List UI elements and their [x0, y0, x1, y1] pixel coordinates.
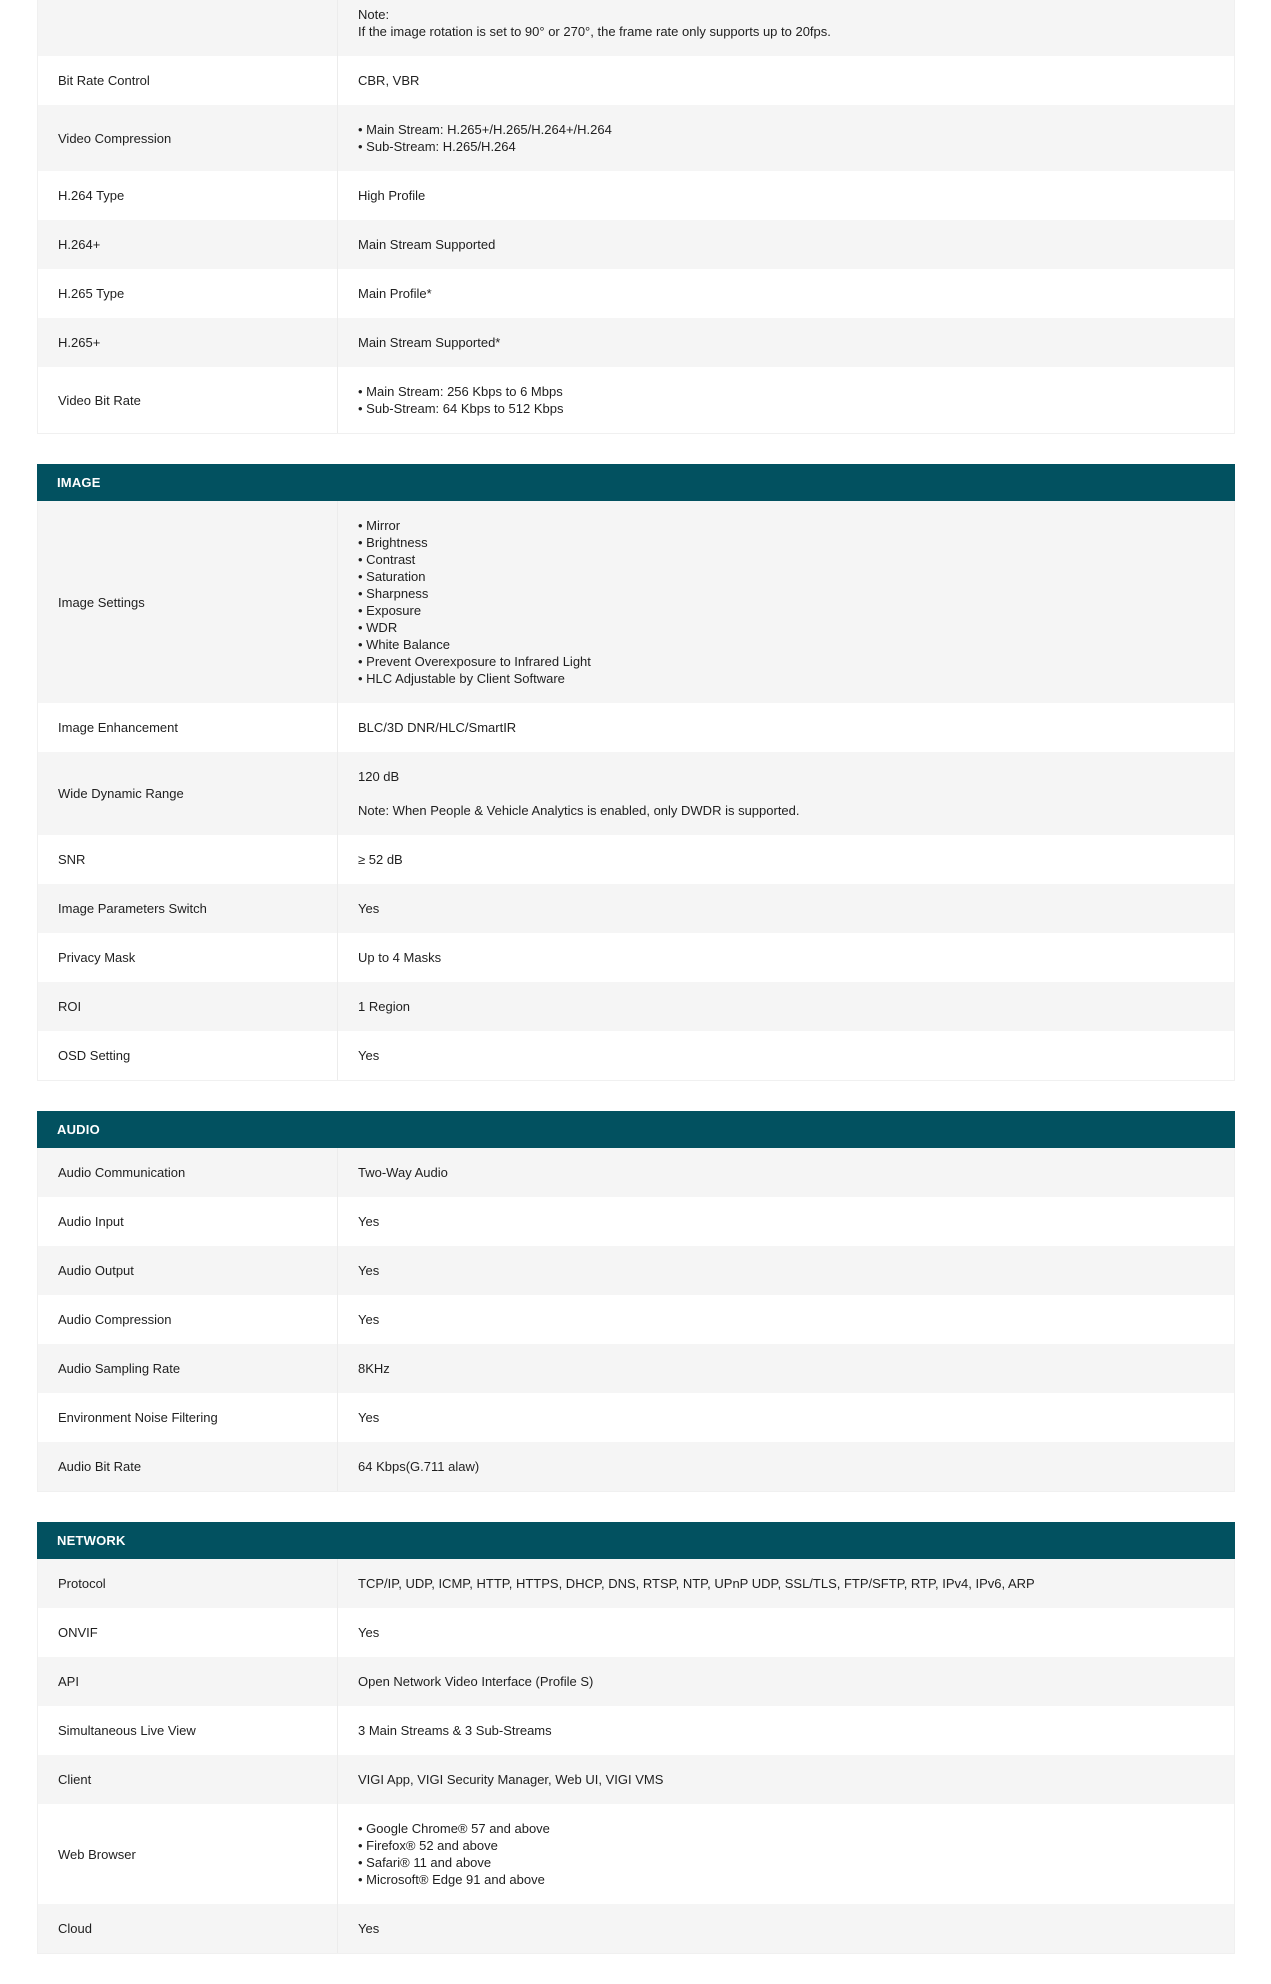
spec-row: [38, 0, 1234, 56]
spec-row: [38, 56, 1234, 105]
spec-value: [338, 1904, 1234, 1953]
spec-value-line: • Main Stream: 256 Kbps to 6 Mbps: [358, 384, 563, 399]
spec-section: [37, 464, 1235, 1081]
spec-label: Image Settings: [38, 501, 338, 703]
spec-label: H.265+: [38, 318, 338, 367]
spec-row: [38, 884, 1234, 933]
spec-value-line: High Profile: [358, 188, 426, 203]
spec-value-line: • Main Stream: H.265+/H.265/H.264+/H.264: [358, 122, 612, 137]
spec-value: [338, 367, 1234, 433]
spec-label: Video Compression: [38, 105, 338, 171]
spec-value-line: • Google Chrome® 57 and above: [358, 1821, 550, 1836]
spec-value-line: Yes: [358, 1263, 380, 1278]
spec-label: Bit Rate Control: [38, 56, 338, 105]
spec-label: H.264 Type: [38, 171, 338, 220]
spec-value-line: 64 Kbps(G.711 alaw): [358, 1459, 480, 1474]
spec-value: [338, 1804, 1234, 1904]
spec-value: [338, 752, 1234, 835]
spec-value: [338, 105, 1234, 171]
spec-value-line: • WDR: [358, 620, 398, 635]
spec-value: [338, 1657, 1234, 1706]
spec-label: ONVIF: [38, 1608, 338, 1657]
spec-value: [338, 884, 1234, 933]
spec-row: [38, 1148, 1234, 1197]
spec-value: [338, 56, 1234, 105]
spec-row: [38, 835, 1234, 884]
spec-value: [338, 220, 1234, 269]
spec-value-line: • Sub-Stream: 64 Kbps to 512 Kbps: [358, 401, 564, 416]
spec-row: [38, 1608, 1234, 1657]
spec-value-line: • Safari® 11 and above: [358, 1855, 492, 1870]
spec-label: Privacy Mask: [38, 933, 338, 982]
spec-row: [38, 105, 1234, 171]
spec-value: [338, 835, 1234, 884]
spec-value-line: Up to 4 Masks: [358, 950, 442, 965]
spec-label: Video Bit Rate: [38, 367, 338, 433]
spec-value-line: Two-Way Audio: [358, 1165, 448, 1180]
spec-value-line: • Saturation: [358, 569, 426, 584]
spec-section: [37, 0, 1235, 434]
spec-label: Image Enhancement: [38, 703, 338, 752]
spec-value-line: • Firefox® 52 and above: [358, 1838, 498, 1853]
spec-label: Web Browser: [38, 1804, 338, 1904]
spec-value-line: • Mirror: [358, 518, 401, 533]
spec-value-line: VIGI App, VIGI Security Manager, Web UI, VIGI VMS: [358, 1772, 664, 1787]
spec-value: [338, 1197, 1234, 1246]
spec-value-line: TCP/IP, UDP, ICMP, HTTP, HTTPS, DHCP, DNS, RTSP, NTP, UPnP UDP, SSL/TLS, FTP/SFTP, RTP, IPv4, IPv6, ARP: [358, 1576, 1035, 1591]
spec-value-line: Main Stream Supported*: [358, 335, 501, 350]
spec-value-line: • Sharpness: [358, 586, 429, 601]
spec-label: Environment Noise Filtering: [38, 1393, 338, 1442]
spec-page: [37, 0, 1235, 1984]
spec-value: [338, 1295, 1234, 1344]
spec-row: [38, 1031, 1234, 1080]
spec-row: [38, 1295, 1234, 1344]
spec-value-line: • Prevent Overexposure to Infrared Light: [358, 654, 591, 669]
spec-row: [38, 1197, 1234, 1246]
spec-label: H.264+: [38, 220, 338, 269]
spec-value: [338, 1559, 1234, 1608]
spec-label: H.265 Type: [38, 269, 338, 318]
spec-value-line: • Contrast: [358, 552, 416, 567]
spec-value: [338, 1608, 1234, 1657]
spec-row: [38, 318, 1234, 367]
spec-label: Simultaneous Live View: [38, 1706, 338, 1755]
spec-value: [338, 1442, 1234, 1491]
spec-value-line: 1 Region: [358, 999, 411, 1014]
spec-label: API: [38, 1657, 338, 1706]
spec-value-line: Yes: [358, 1312, 380, 1327]
spec-value-line: CBR, VBR: [358, 73, 420, 88]
spec-value-line: • Brightness: [358, 535, 428, 550]
spec-value-line: • Microsoft® Edge 91 and above: [358, 1872, 545, 1887]
section-title: AUDIO: [37, 1111, 1235, 1148]
spec-label: Audio Communication: [38, 1148, 338, 1197]
spec-label: Cloud: [38, 1904, 338, 1953]
spec-table: [37, 501, 1235, 1081]
spec-value: [338, 1031, 1234, 1080]
spec-value: [338, 703, 1234, 752]
spec-value: [338, 501, 1234, 703]
spec-label: Client: [38, 1755, 338, 1804]
spec-row: [38, 1657, 1234, 1706]
spec-row: [38, 933, 1234, 982]
spec-value: [338, 1246, 1234, 1295]
spec-value: [338, 171, 1234, 220]
spec-value: [338, 933, 1234, 982]
spec-value-line: 120 dB: [358, 769, 400, 784]
spec-label: [38, 0, 338, 56]
spec-row: [38, 703, 1234, 752]
spec-label: Audio Compression: [38, 1295, 338, 1344]
spec-value-line: Note: When People & Vehicle Analytics is enabled, only DWDR is supported.: [358, 803, 800, 818]
section-title: NETWORK: [37, 1522, 1235, 1559]
spec-label: Audio Sampling Rate: [38, 1344, 338, 1393]
spec-value-line: Yes: [358, 1410, 380, 1425]
spec-value: [338, 269, 1234, 318]
line-gap: [358, 785, 1214, 802]
spec-value-line: ≥ 52 dB: [358, 852, 403, 867]
spec-value-line: Yes: [358, 1048, 380, 1063]
spec-value-line: Yes: [358, 1921, 380, 1936]
spec-value: [338, 982, 1234, 1031]
spec-value-line: Yes: [358, 1214, 380, 1229]
spec-row: [38, 220, 1234, 269]
spec-label: Audio Bit Rate: [38, 1442, 338, 1491]
spec-value: [338, 1344, 1234, 1393]
spec-value-line: Note:: [358, 7, 390, 22]
spec-value: [338, 1706, 1234, 1755]
spec-label: Protocol: [38, 1559, 338, 1608]
spec-value-line: Main Stream Supported: [358, 237, 496, 252]
spec-section: [37, 1522, 1235, 1954]
spec-row: [38, 367, 1234, 433]
spec-value-line: Main Profile*: [358, 286, 432, 301]
spec-value-line: 8KHz: [358, 1361, 390, 1376]
spec-value-line: BLC/3D DNR/HLC/SmartIR: [358, 720, 517, 735]
spec-value-line: If the image rotation is set to 90° or 270°, the frame rate only supports up to 20fps.: [358, 24, 831, 39]
spec-value-line: Open Network Video Interface (Profile S): [358, 1674, 594, 1689]
spec-table: [37, 1559, 1235, 1954]
spec-row: [38, 171, 1234, 220]
spec-row: [38, 1559, 1234, 1608]
spec-row: [38, 1904, 1234, 1953]
spec-label: ROI: [38, 982, 338, 1031]
spec-row: [38, 752, 1234, 835]
spec-row: [38, 1804, 1234, 1904]
spec-value: [338, 1148, 1234, 1197]
spec-row: [38, 1442, 1234, 1491]
spec-value: [338, 1393, 1234, 1442]
spec-value-line: • White Balance: [358, 637, 450, 652]
spec-row: [38, 1755, 1234, 1804]
spec-value: [338, 1755, 1234, 1804]
spec-label: Image Parameters Switch: [38, 884, 338, 933]
spec-value-line: 3 Main Streams & 3 Sub-Streams: [358, 1723, 552, 1738]
spec-row: [38, 1393, 1234, 1442]
spec-value-line: Yes: [358, 901, 380, 916]
spec-label: Audio Input: [38, 1197, 338, 1246]
spec-label: SNR: [38, 835, 338, 884]
section-title: IMAGE: [37, 464, 1235, 501]
spec-section: [37, 1111, 1235, 1492]
spec-value-line: Yes: [358, 1625, 380, 1640]
spec-label: OSD Setting: [38, 1031, 338, 1080]
spec-row: [38, 1344, 1234, 1393]
spec-value: [338, 0, 1234, 56]
spec-row: [38, 501, 1234, 703]
spec-table: [37, 1148, 1235, 1492]
spec-value-line: • Sub-Stream: H.265/H.264: [358, 139, 516, 154]
spec-row: [38, 1246, 1234, 1295]
spec-row: [38, 1706, 1234, 1755]
spec-value-line: • Exposure: [358, 603, 422, 618]
spec-row: [38, 269, 1234, 318]
spec-value-line: • HLC Adjustable by Client Software: [358, 671, 565, 686]
spec-label: Audio Output: [38, 1246, 338, 1295]
spec-table: [37, 0, 1235, 434]
spec-value: [338, 318, 1234, 367]
spec-row: [38, 982, 1234, 1031]
spec-label: Wide Dynamic Range: [38, 752, 338, 835]
